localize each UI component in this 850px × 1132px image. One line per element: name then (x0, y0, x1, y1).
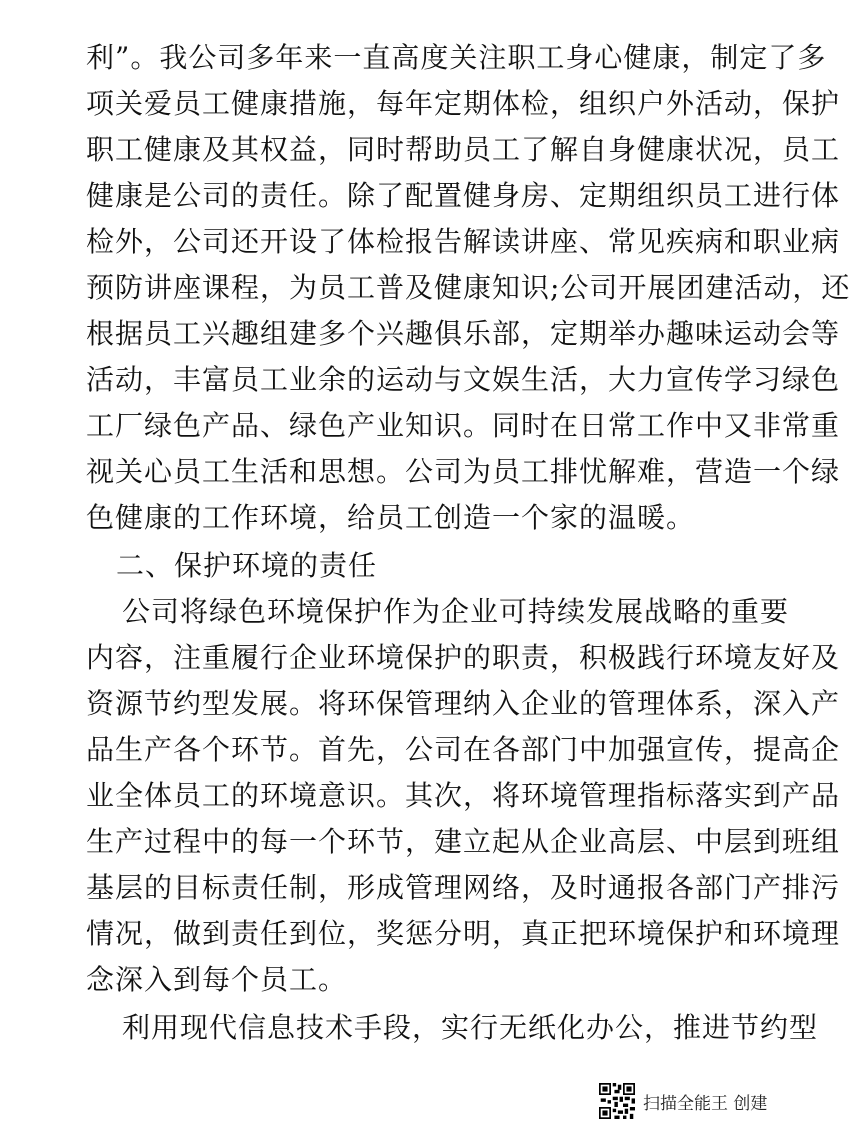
text-line: 品生产各个环节。首先，公司在各部门中加强宣传，提高企 (86, 733, 841, 766)
text-line: 根据员工兴趣组建多个兴趣俱乐部，定期举办趣味运动会等 (86, 317, 841, 350)
text-line: 念深入到每个员工。 (86, 963, 348, 996)
text-line: 活动，丰富员工业余的运动与文娱生活，大力宣传学习绿色 (86, 363, 841, 396)
text-line: 项关爱员工健康措施，每年定期体检，组织户外活动，保护 (86, 87, 841, 120)
text-line: 利用现代信息技术手段，实行无纸化办公，推进节约型 (122, 1011, 819, 1044)
text-line: 色健康的工作环境，给员工创造一个家的温暖。 (86, 501, 696, 534)
text-line: 内容，注重履行企业环境保护的职责，积极践行环境友好及 (86, 641, 841, 674)
text-line: 检外，公司还开设了体检报告解读讲座、常见疾病和职业病 (86, 225, 841, 258)
text-line: 基层的目标责任制，形成管理网络，及时通报各部门产排污 (86, 871, 841, 904)
section-heading: 二、保护环境的责任 (116, 549, 378, 582)
text-line: 生产过程中的每一个环节，建立起从企业高层、中层到班组 (86, 825, 841, 858)
text-line: 资源节约型发展。将环保管理纳入企业的管理体系，深入产 (86, 687, 841, 720)
text-line: 职工健康及其权益，同时帮助员工了解自身健康状况，员工 (86, 133, 841, 166)
text-line: 视关心员工生活和思想。公司为员工排忧解难，营造一个绿 (86, 455, 841, 488)
text-line: 工厂绿色产品、绿色产业知识。同时在日常工作中又非常重 (86, 409, 841, 442)
qr-code-icon (599, 1083, 635, 1119)
text-line: 情况，做到责任到位，奖惩分明，真正把环境保护和环境理 (86, 917, 841, 950)
text-line: 健康是公司的责任。除了配置健身房、定期组织员工进行体 (86, 179, 841, 212)
scanner-watermark (599, 1081, 789, 1121)
text-line: 利”。我公司多年来一直高度关注职工身心健康，制定了多 (86, 41, 827, 74)
text-line: 业全体员工的环境意识。其次，将环境管理指标落实到产品 (86, 779, 841, 812)
text-line: 公司将绿色环境保护作为企业可持续发展战略的重要 (122, 595, 790, 628)
text-line: 预防讲座课程，为员工普及健康知识;公司开展团建活动，还 (86, 271, 850, 304)
watermark-text: 扫描全能王 创建 (643, 1093, 768, 1114)
